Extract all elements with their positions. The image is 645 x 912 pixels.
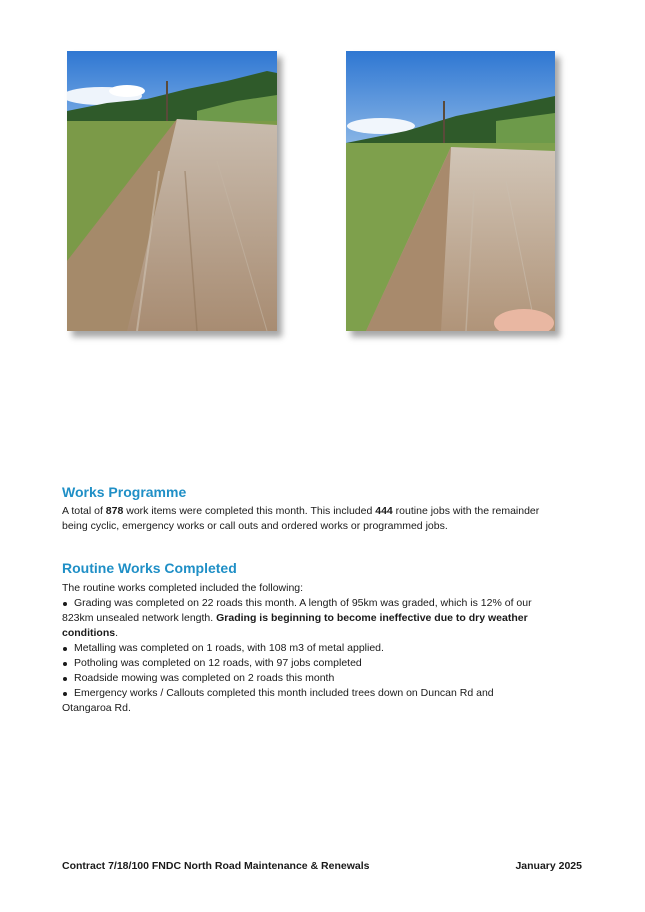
routine-works-intro: The routine works completed included the following: (62, 582, 304, 594)
list-item: Potholing was completed on 12 roads, with 97 jobs completed (62, 656, 542, 671)
list-item: Emergency works / Callouts completed this month included trees down on Duncan Rd and Otangaroa Rd. (62, 686, 542, 716)
grading-end: . (115, 627, 119, 639)
footer-date: January 2025 (515, 860, 582, 872)
works-programme-heading: Works Programme (62, 484, 187, 500)
list-item (62, 596, 542, 641)
page-footer (62, 860, 582, 872)
grading-text: Grading was completed on 22 roads this month. A length of 95km was graded, which is 12% of our 823km unsealed network length. (62, 597, 532, 624)
routine-works-list (62, 596, 542, 716)
list-item: Roadside mowing was completed on 2 roads this month (62, 671, 542, 686)
wp-text-3: routine jobs with the remainder being cyclic, emergency works or call outs and ordered works or programmed jobs. (62, 505, 540, 532)
routine-works-section (62, 581, 542, 716)
road-photo-right-image (346, 51, 555, 331)
road-photo-right (346, 51, 555, 331)
footer-contract: Contract 7/18/100 FNDC North Road Maintenance & Renewals (62, 860, 370, 872)
works-programme-text (62, 504, 552, 534)
wp-text-1: A total of (62, 505, 106, 517)
routine-works-heading: Routine Works Completed (62, 560, 237, 576)
wp-text-2: work items were completed this month. This included (123, 505, 376, 517)
road-photo-left (67, 51, 277, 331)
road-photo-left-image (67, 51, 277, 331)
total-items-value: 878 (105, 505, 124, 517)
works-programme-paragraph (62, 504, 552, 534)
grading-bold-text: Grading is beginning to become ineffective due to dry weather conditions (62, 612, 528, 639)
list-item: Metalling was completed on 1 roads, with 108 m3 of metal applied. (62, 641, 542, 656)
routine-jobs-value: 444 (375, 505, 393, 517)
